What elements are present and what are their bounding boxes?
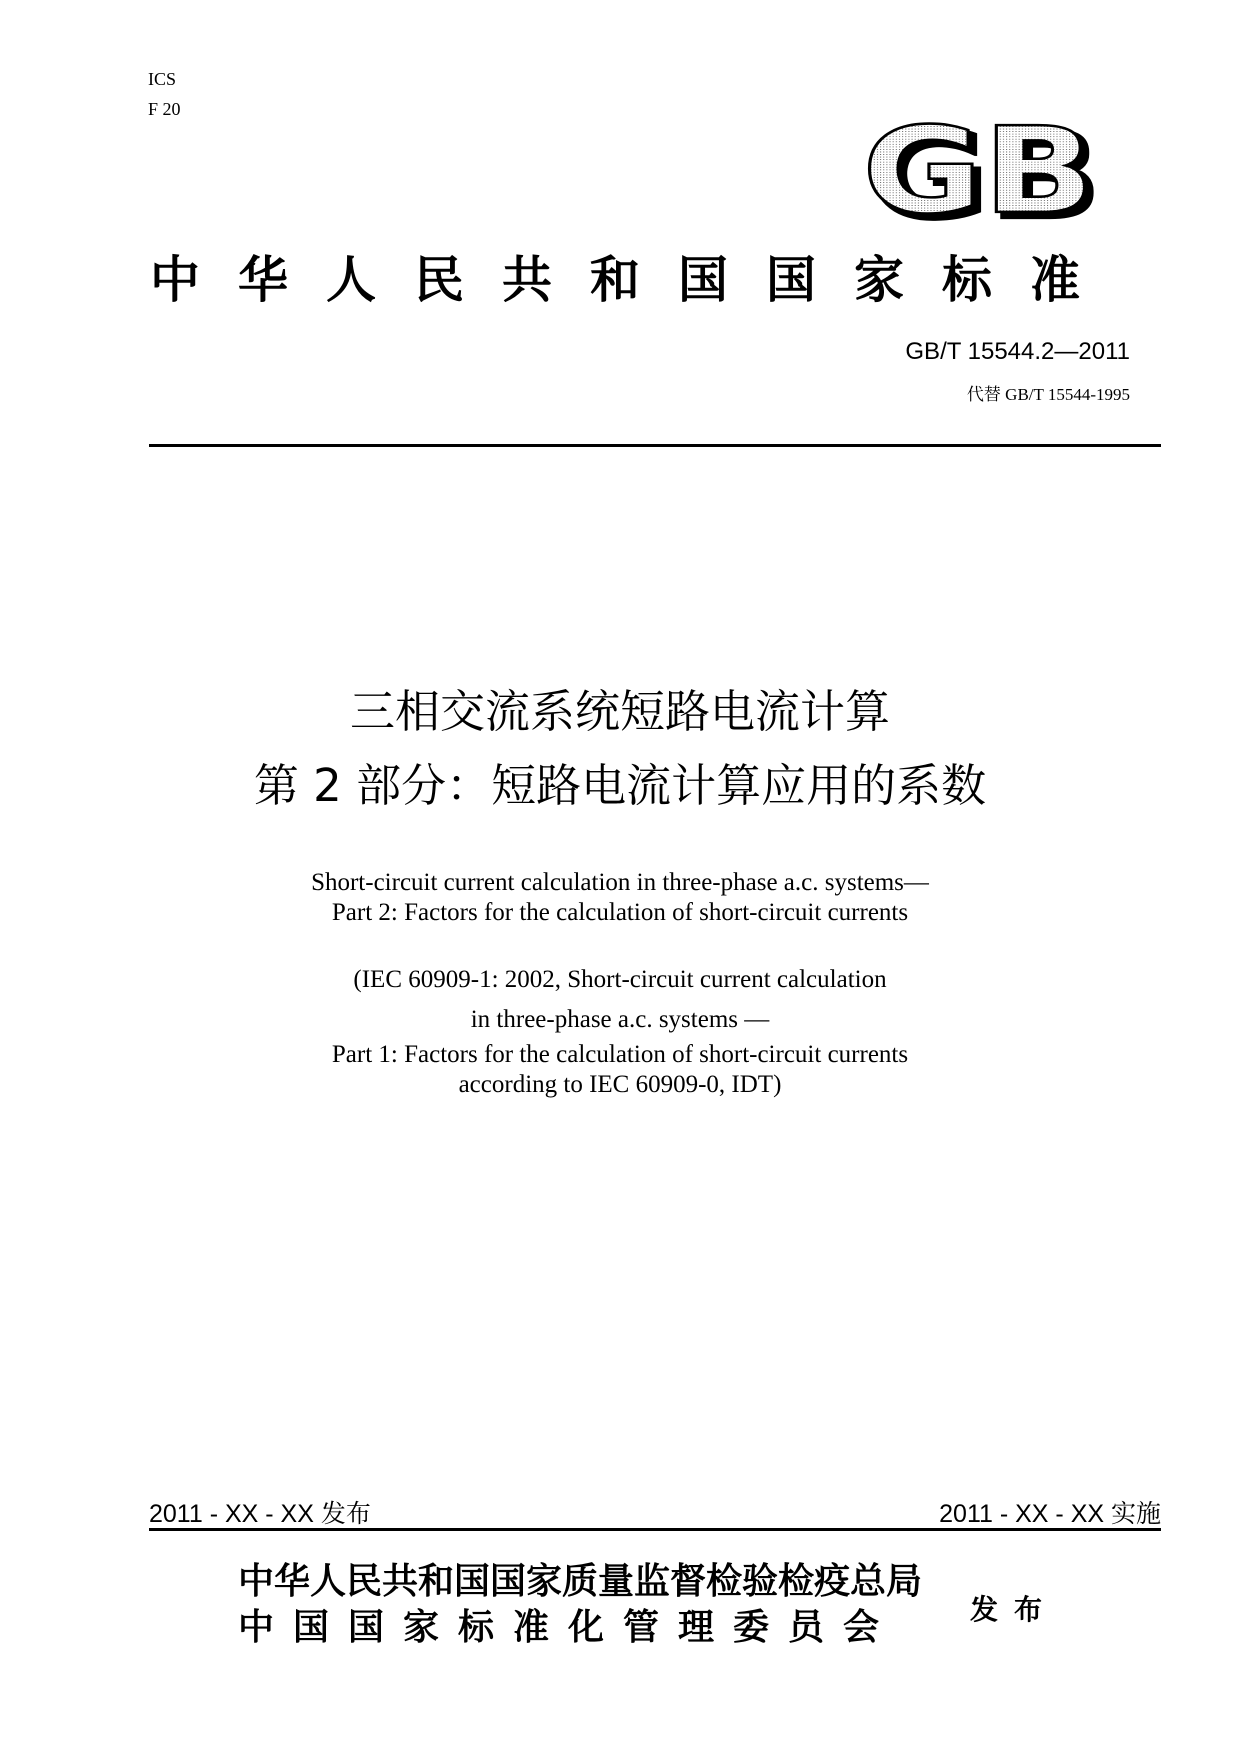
iec-reference-line1: (IEC 60909-1: 2002, Short-circuit current calculation: [353, 966, 887, 993]
ccs-code: F 20: [148, 99, 181, 119]
gb-logo: [858, 98, 1103, 223]
issuer-sac: 中国国家标准化管理委员会: [238, 1606, 899, 1648]
iec-reference-line3: Part 1: Factors for the calculation of short-circuit currents: [331, 1041, 909, 1068]
english-title-line2: Part 2: Factors for the calculation of short-circuit currents: [331, 899, 909, 926]
classification-codes: [148, 64, 181, 124]
implementation-date: 2011 - XX - XX 实施: [939, 1500, 1161, 1528]
english-title: [0, 868, 1240, 1100]
footer-divider: [149, 1528, 1161, 1531]
chinese-title: [0, 675, 1240, 823]
issue-date: 2011 - XX - XX 发布: [149, 1500, 371, 1528]
publish-label: 发布: [970, 1593, 1059, 1626]
national-standard-heading: 中华人民共和国国家标准: [150, 250, 1118, 309]
chinese-title-line2: 第 2 部分：短路电流计算应用的系数: [253, 759, 987, 812]
english-title-line1: Short-circuit current calculation in three-phase a.c. systems—: [311, 869, 929, 896]
standard-number: GB/T 15544.2—2011: [905, 338, 1130, 365]
chinese-title-line1: 三相交流系统短路电流计算: [349, 685, 890, 738]
svg-text:GB: GB: [862, 101, 1095, 223]
issuing-authorities: [238, 1558, 922, 1650]
iec-reference-line2: in three-phase a.c. systems —: [470, 1006, 770, 1033]
header-divider: [149, 444, 1161, 447]
replaces-standard: 代替 GB/T 15544-1995: [966, 385, 1130, 404]
ics-code: ICS: [148, 69, 177, 89]
iec-reference-line4: according to IEC 60909-0, IDT): [458, 1071, 782, 1098]
issuer-aqsiq: 中华人民共和国国家质量监督检验检疫总局: [238, 1560, 923, 1602]
